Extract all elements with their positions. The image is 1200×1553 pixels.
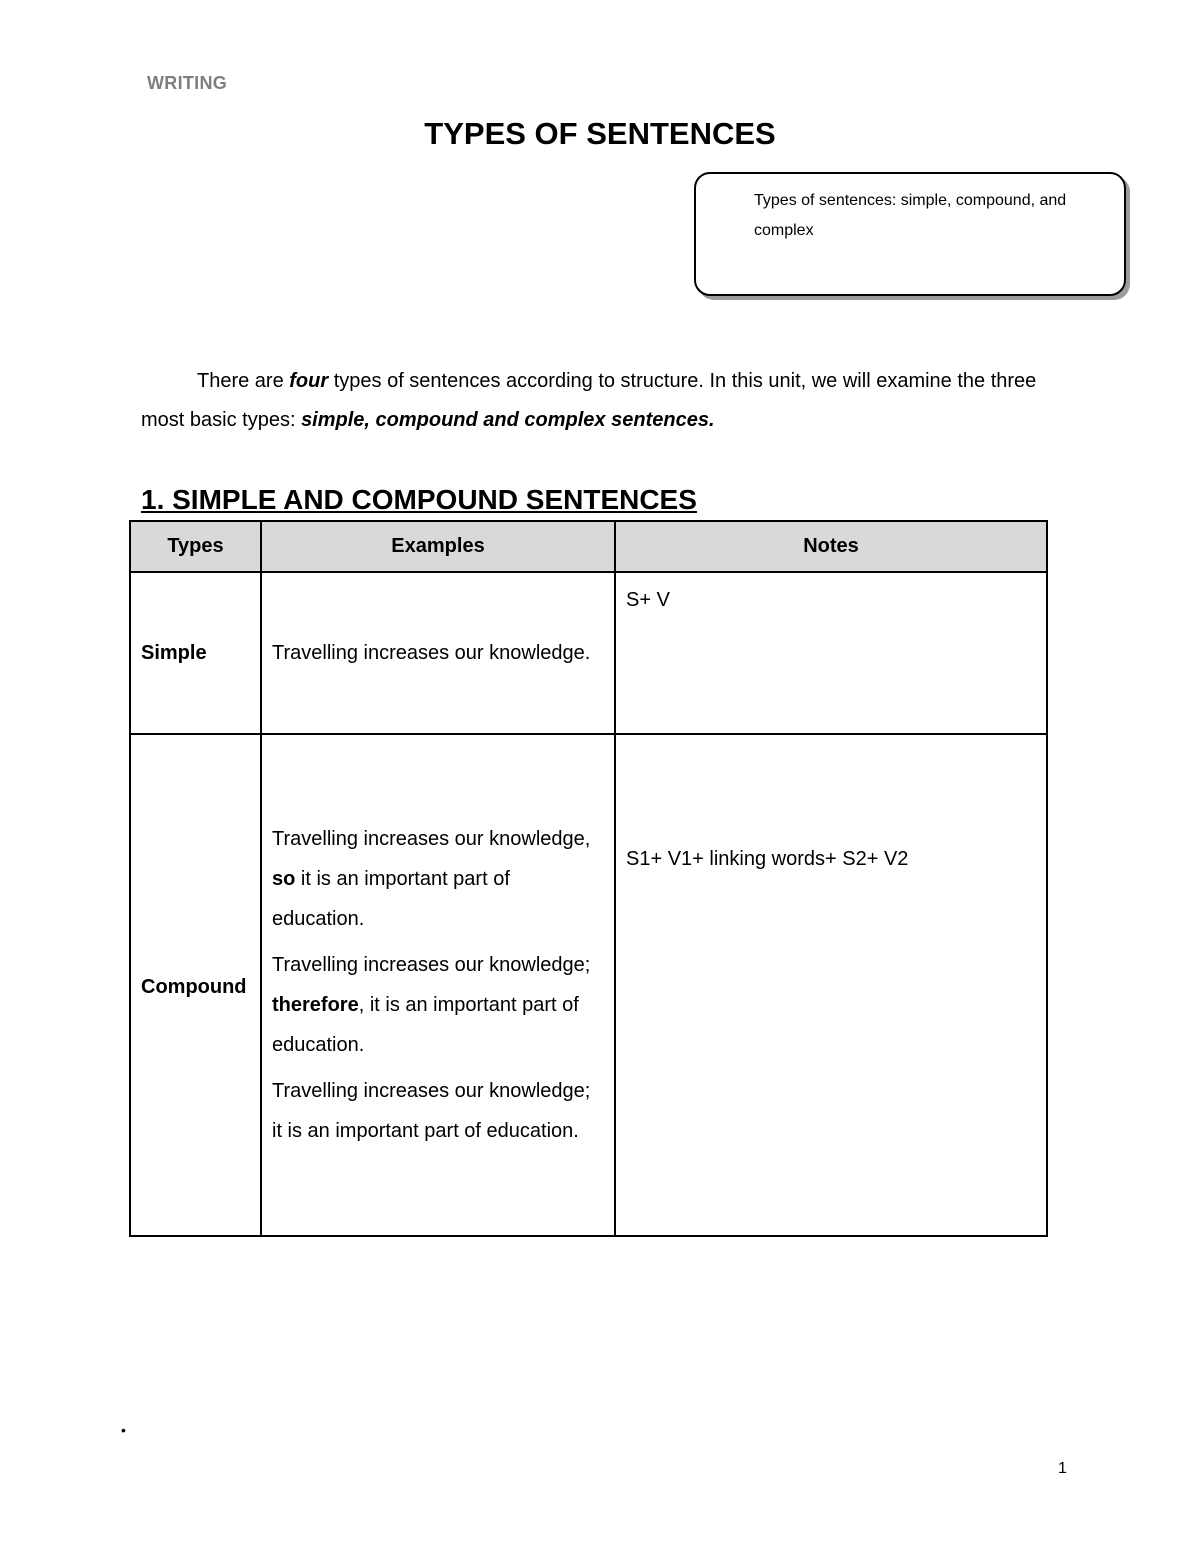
section-heading: 1. SIMPLE AND COMPOUND SENTENCES <box>141 484 697 515</box>
example-item <box>272 819 604 939</box>
example-cell: Travelling increases our knowledge. <box>261 572 615 734</box>
example-text: Travelling increases our knowledge, <box>272 828 591 850</box>
table-header-row <box>130 521 1047 572</box>
example-item <box>272 945 604 1065</box>
header-notes: Notes <box>615 521 1047 572</box>
header-examples: Examples <box>261 521 615 572</box>
intro-paragraph <box>141 362 1041 440</box>
intro-emphasis-four: four <box>289 370 329 392</box>
example-text: Travelling increases our knowledge; <box>272 954 591 976</box>
notes-cell: S1+ V1+ linking words+ S2+ V2 <box>615 734 1047 1236</box>
example-cell <box>261 734 615 1236</box>
example-text: it is an important part of education. <box>272 868 510 930</box>
intro-emphasis-types: simple, compound and complex sentences. <box>301 409 715 431</box>
objective-text: Types of sentences: simple, compound, and complex <box>754 192 1067 239</box>
header-label: WRITING <box>147 73 228 93</box>
table-row <box>130 734 1047 1236</box>
type-cell: Compound <box>130 734 261 1236</box>
objective-box <box>694 172 1126 296</box>
example-text: Travelling increases our knowledge; it is an important part of education. <box>272 1080 591 1142</box>
header-types: Types <box>130 521 261 572</box>
intro-text-2: types of sentences according to structure. In this unit, we will examine the three most basic types: <box>141 370 1037 431</box>
intro-text-1: There are <box>197 370 290 392</box>
page-title: TYPES OF SENTENCES <box>424 116 776 151</box>
type-cell: Simple <box>130 572 261 734</box>
bullet-dot: • <box>121 1422 126 1438</box>
example-item <box>272 1071 604 1151</box>
page-number: 1 <box>1058 1460 1067 1477</box>
table-row <box>130 572 1047 734</box>
sentence-types-table <box>129 520 1048 1237</box>
linking-word: therefore <box>272 994 359 1016</box>
example-text: , it is an important part of education. <box>272 994 579 1056</box>
linking-word: so <box>272 868 296 890</box>
notes-cell: S+ V <box>615 572 1047 734</box>
